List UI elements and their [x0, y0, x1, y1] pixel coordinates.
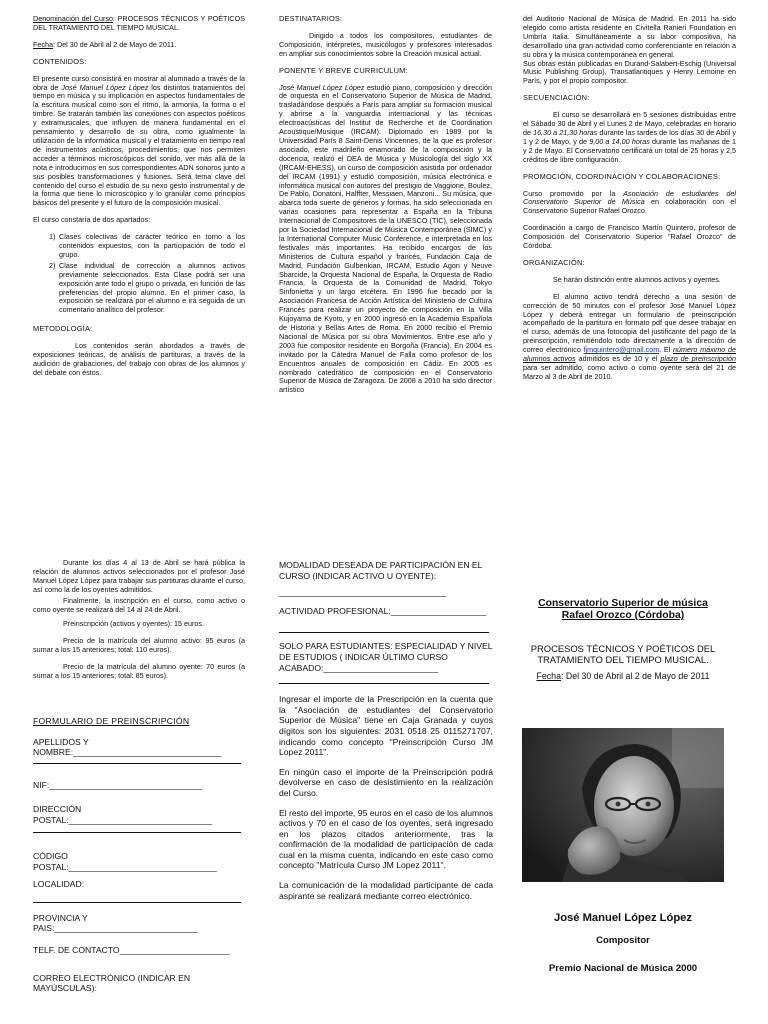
list-item: 1) Clases colectivas de carácter teórico en torno a los contenidos expuestos, con la participación de todo el grupo.: [49, 232, 245, 259]
contenidos-heading: CONTENIDOS:: [33, 56, 87, 66]
apellidos-field[interactable]: APELLIDOS Y NOMBRE:_______________________________: [33, 736, 222, 758]
telefono-field[interactable]: TELF. DE CONTACTO_______________________: [33, 944, 230, 955]
institution-city: Rafael Orozco (Córdoba): [561, 610, 685, 621]
column-middle: [279, 15, 492, 403]
provincia-field[interactable]: PROVINCIA Y PAIS:______________________________: [33, 912, 198, 934]
apartados-list: [33, 233, 245, 315]
estudiantes-line[interactable]: [279, 683, 489, 684]
contenidos-paragraph: El presente curso consistirá en mostrar al alumnado a través de la obra de José Manuel López López los distintos tratamientos del tiempo en música y su implicación en aspectos fundamentales de la escritura musical como son el ritmo, la armonía, la forma o el timbre. Se tratarán también las conexiones con aspectos poéticos y extramusicales, que influyen de manera fundamental en el pensamiento y desarrollo de su obra, como igualmente la utilización de la informática musical y el tratamiento en tiempo real de instrumentos acústicos, procedimientos, que nos permiten acceder a términos microscópicos del sonido, ver más allá de la nota e introducirnos en sus correspondientes ADN sonoros junto a sus posibles transformaciones y fusiones. Será tema clave del contenido del curso el estudio de su nexo gesto instrumental y de la forma que tiene lo microscópico y lo granular como principios básicos del presente y el futuro de la composición musical.: [33, 73, 246, 208]
organizacion-paragraph-1: Se harán distinción entre alumnos activos y oyentes.: [553, 274, 721, 284]
promocion-heading: PROMOCIÓN, COORDINACIÓN Y COLABORACIONES:: [523, 171, 721, 181]
secuenciacion-heading: SECUENCIACIÓN:: [523, 93, 590, 103]
organizacion-paragraph-2: El alumno activo tendrá derecho a una sesión de corrección de 50 minutos con el profesor José Manuel López López y deberá entregar un formulario de preinscripción acompañado de la partitura en formato pdf que desee trabajar en el curso, además de una fotocopia del justificante del pago de la preinscripción, remitiéndolo todo directamente a la dirección de correo electrónico fjmquintero@gmail.com. El número máximo de alumnos activos admitidos es de 10 y el plazo de preinscripción para ser admitido, como activo o como oyente será del 21 de Marzo al 3 de Abril de 2010.: [523, 291, 736, 381]
devolucion-paragraph: En ningún caso el importe de la Preinscripción podrá devolverse en caso de desistimiento en la realización del Curso.: [279, 766, 493, 798]
composer-portrait-image: [522, 728, 724, 882]
metodologia-heading: METODOLOGÍA:: [33, 324, 93, 334]
publishers-paragraph: Sus obras están publicadas en Durand-Salabert-Eschig (Universal Music Publishing Group), Transatlantiques y Henry Lemoine en París, y por el propio compositor.: [523, 58, 736, 86]
email-link[interactable]: fjmquintero@gmail.com: [583, 345, 660, 355]
cover-course-title: PROCESOS TÉCNICOS Y POÉTICOS DEL TRATAMIENTO DEL TIEMPO MUSICAL.: [530, 643, 716, 665]
ponente-paragraph: José Manuel López López estudió piano, composición y dirección de orquesta en el Conservatorio Superior de Música de Madrid, trasladándose después a París para ampliar su formación musical y abrirse a la vanguardia internacional y las técnicas electroacústicas del Institut de Recherche et de Coordination Acoustique/Musique (IRCAM). Diplomado en 1989 por la Universidad París 8 Saint-Denis Vincennes, de la que es profesor asociado, este madrileño enamorado de la composición y la docencia, realizó el DEA de Música y Musicología del siglo XX (IRCAM-EHESS), un curso de composición asistida por ordenador del IRCAM (1991) y estudió composición, música electrónica e informática musical con autores del prestigio de Vaggione, Boulez, De Pablo, Donatoni, Halffter, Messiaen, Manzoni... Su música, que abarca toda suerte de géneros y formas, ha sido seleccionada en varias ocasiones para representar a España en la Tribuna Internacional de Compositores de la UNESCO (TIC), seleccionada por la Sociedad Internacional de Música Contemporánea (SIMC) y la International Computer Music Conference, e interpretada en los festivales más importantes. Ha recibido encargos de los Ministerios de Cultura español y francés, Fundación Caja de Madrid, Fundación Gulbenkian, IRCAM, Estudio Agon y Neuve Sbarcide, la Orquesta Nacional de España, la Orquesta de Radio Francia, la Orquesta de la Comunidad de Madrid, Tokyo Sinfonietta y un largo etcétera. En 1996 fue becado por la Asociación Francesa de Acción Artística del Ministerio de Cultura Francés para realizar un proyecto de composición en la Villa Kujoyama de Kyoto, y en 2000 ingresó en la Academia Española de Historia y Bellas Artes de Roma. En 2000 recibió el Premio Nacional de Música por su obra Movimientos. Entre ese año y 2003 fue compositor residente en Borgoña (Francia). En 2004 es invitado por la Cátedra Manuel de Falla como profesor de los Encuentros anuales de composición en Cádiz. En 2005 es nombrado catedrático de composición en el Conservatorio Superior de Música de Zaragoza. De 2008 a 2010 ha sido director artístico: [279, 82, 492, 395]
apellidos-line[interactable]: [33, 763, 241, 764]
form-heading: FORMULARIO DE PREINSCRIPCIÓN: [33, 716, 190, 726]
localidad-field[interactable]: LOCALIDAD:: [33, 879, 85, 890]
cover-panel: [508, 598, 738, 681]
list-item: 2) Clase individual de corrección a alumnos activos previamente seleccionados. Esta Clase podrá ser una exposición ante todo el grupo o privada, en función de las preferencias del propio alumno. En el primer caso, la exposición se realizará por el alumno e irá seguida de un comentario analítico del profesor.: [49, 260, 245, 315]
comunicacion-paragraph: La comunicación de la modalidad participante de cada aspirante se realizará mediante correo electrónico.: [279, 880, 493, 901]
codigo-postal-field[interactable]: CÓDIGO POSTAL:_______________________________: [33, 851, 217, 872]
composer-award: Premio Nacional de Música 2000: [548, 963, 698, 974]
course-date: Fecha: Del 30 de Abril al 2 de Mayo de 2011.: [33, 39, 177, 49]
destinatarios-paragraph: Dirigido a todos los compositores, estudiantes de Composición, intérpretes, musicólogos y profesores interesados en ampliar sus conocimientos sobre la Creación musical actual.: [279, 30, 492, 58]
seleccion-paragraph: Durante los días 4 al 13 de Abril se hará pública la relación de alumnos activos seleccionados por el profesor José Manuel López López para trabajar sus partituras durante el curso, así como la de los oyentes admitidos.: [33, 558, 245, 594]
direccion-line[interactable]: [33, 832, 241, 833]
course-denomination: Denominación del Curso: PROCESOS TÉCNICOS Y POÉTICOS DEL TRATAMIENTO DEL TIEMPO MUSICAL.: [33, 14, 245, 32]
composer-role: Compositor: [596, 935, 650, 946]
secuenciacion-paragraph: El curso se desarrollará en 5 sesiones distribuidas entre el Sábado 30 de Abril y el Lunes 2 de Mayo, celebradas en horario de 16,30 a 21,30 horas durante las tardes de los días 30 de Abril y 1 y 2 de Mayo, y de 9,00 a 14,00 horas durante las mañanas de 1 y 2 de Mayo. El Conservatorio certificará un total de 25 horas y 2,5 créditos de libre configuración.: [523, 110, 736, 164]
promocion-paragraph: Curso promovido por la Asociación de estudiantes del Conservatorio Superior de Música en colaboración con el Conservatorio Superior Rafael Orozco.: [523, 188, 736, 216]
composer-portrait: [522, 728, 724, 882]
organizacion-heading: ORGANIZACIÓN:: [523, 257, 585, 267]
actividad-field[interactable]: ACTIVIDAD PROFESIONAL:____________________: [279, 605, 487, 616]
localidad-line[interactable]: [33, 902, 241, 903]
destinatarios-heading: DESTINATARIOS:: [279, 14, 343, 23]
nif-field[interactable]: NIF:________________________________: [33, 779, 203, 790]
actividad-line[interactable]: [279, 632, 489, 633]
bottom-middle-panel: [279, 560, 493, 901]
modalidad-line[interactable]: ___________________________________: [279, 587, 447, 598]
ponente-heading: PONENTE Y BREVE CURRICULUM:: [279, 65, 408, 75]
column-right: [523, 15, 736, 390]
correo-field[interactable]: CORREO ELECTRÓNICO (INDICAR EN MAYÚSCULAS):: [33, 972, 191, 994]
precio-activo: Precio de la matrícula del alumno activo: 95 euros (a sumar a los 15 anteriores; total: 110 euros).: [33, 636, 245, 655]
column-left: [33, 15, 245, 386]
direccion-field[interactable]: DIRECCIÓN POSTAL:______________________________: [33, 804, 213, 825]
precio-preinscripcion: Preinscripción (activos y oyentes): 15 euros.: [63, 619, 205, 629]
coordinacion-paragraph: Coordinación a cargo de Francisco Martín Quintero, profesor de Composición del Conservatorio Superior "Rafael Orozco" de Córdoba.: [523, 223, 736, 251]
precio-oyente: Precio de la matrícula del alumno oyente: 70 euros (a sumar a los 15 anteriores; total: 85 euros).: [33, 662, 245, 681]
resto-importe-paragraph: El resto del importe, 95 euros en el caso de los alumnos activos y 70 en el caso de los oyentes, será ingresado en los plazos citados anteriormente, tras la confirmación de la modalidad de participación de cada cual en la misma cuenta, indicando en este caso como concepto "Matrícula Curso JM Lopez 2011".: [279, 807, 494, 871]
estudiantes-field[interactable]: SOLO PARA ESTUDIANTES: ESPECIALIDAD Y NIVEL DE ESTUDIOS ( INDICAR ÚLTIMO CURSO ACABADO:________________________: [279, 641, 493, 673]
preinscripcion-form: [33, 716, 248, 994]
metodologia-paragraph: Los contenidos serán abordados a través de exposiciones teóricas, de análisis de partituras, a través de la audición de grabaciones, del trabajo con obras de los alumnos y del debate con éstos.: [33, 341, 245, 377]
contenidos-apartados: El curso constaría de dos apartados:: [33, 215, 151, 225]
bottom-left-panel: [33, 559, 245, 689]
ingreso-paragraph: Ingresar el importe de la Prescripción en la cuenta que la "Asociación de estudiantes del Conservatorio Superior de Música" tiene en Caja Granada y cuyos dígitos son los siguientes: 2031 0518 25 0115271707, indicando como concepto "Preinscripción Curso JM Lopez 2011".: [279, 694, 493, 758]
composer-info: [508, 912, 738, 974]
inscripcion-paragraph: Finalmente, la inscripción en el curso, como activo o como oyente se realizará del 14 al 24 de Abril.: [33, 595, 245, 614]
modalidad-field[interactable]: MODALIDAD DESEADA DE PARTICIPACIÓN EN EL CURSO (INDICAR ACTIVO U OYENTE):: [279, 560, 483, 581]
institution-name: Conservatorio Superior de música: [538, 598, 708, 609]
ponente-continued: del Auditorio Nacional de Música de Madrid. En 2011 ha sido elegido como artista residente en Civitella Ranieri Foundation en Umbría Italia. Simultáneamente a su labor compositiva, ha desarrollado una gran actividad como conferenciante en relación a su obra y la música contemporánea en general.: [523, 14, 736, 59]
cover-date: Fecha: Del 30 de Abril al 2 de Mayo de 2011: [536, 671, 710, 681]
composer-name: José Manuel López López: [554, 912, 692, 924]
